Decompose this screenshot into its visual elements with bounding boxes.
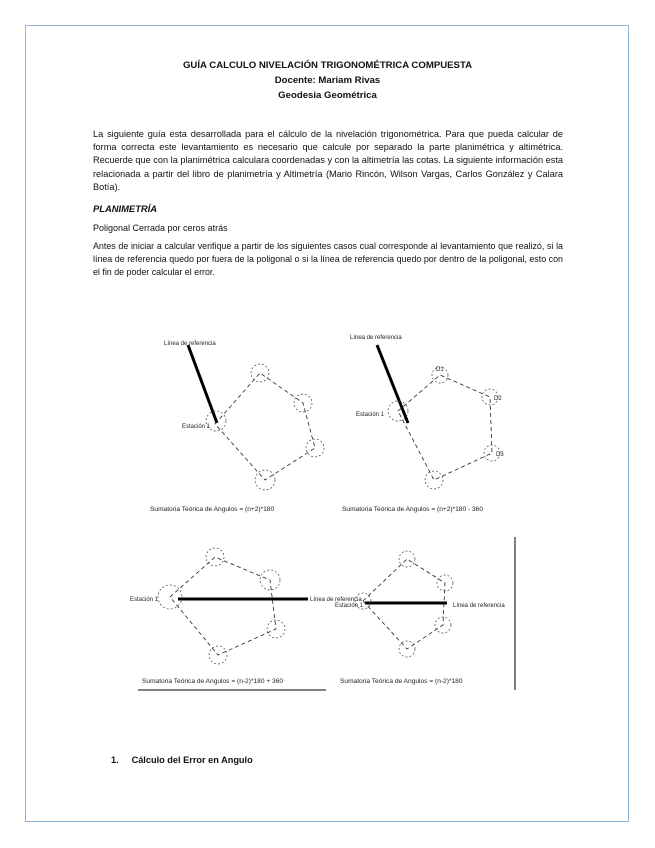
instructions-paragraph: Antes de iniciar a calcular verifique a partir de los siguientes casos cual corresponde al levantamiento que realizó, si la línea de referencia quedo por fuera de la poligonal o si la línea de referencia quedo por dentro de la poligonal, esto con el fin de poder calcular el error. <box>93 241 563 278</box>
numbered-item <box>111 755 253 765</box>
figure-3 <box>130 535 362 695</box>
reference-line <box>188 345 217 423</box>
left-label: Estación 1 <box>335 603 364 609</box>
angle-arc <box>206 548 224 566</box>
item-number: 1. <box>111 755 119 765</box>
vertex-label: D2 <box>494 396 502 402</box>
angle-arc <box>425 471 443 489</box>
left-label: Estación 1 <box>130 597 159 603</box>
polygon <box>170 557 276 655</box>
vertex-label: D1 <box>436 367 444 373</box>
intro-paragraph: La siguiente guía esta desarrollada para el cálculo de la nivelación trigonométrica. Para que pueda calcular de forma correcta este levantamiento es necesario que calcule por separado la parte planimétrica y altimétrica. Recuerde que con la planimétrica calculara coordenadas y con la altimetría las cotas. La siguiente información esta relacionada a partir del libro de planimetría y Altimetría (Mario Rincón, Wilson Vargas, Carlos González y Calara Botía). <box>93 129 563 192</box>
figure-4 <box>335 535 525 695</box>
caption: Sumatoria Teórica de Angulos = (n+2)*180 <box>150 506 275 513</box>
angle-arc <box>251 364 269 382</box>
ref-label: Línea de referencia <box>164 341 216 347</box>
document-title: GUÍA CALCULO NIVELACIÓN TRIGONOMÉTRICA COMPUESTA <box>182 60 473 71</box>
station-label: Estación 1 <box>356 412 385 418</box>
section-heading: PLANIMETRÍA <box>93 203 158 214</box>
item-text: Cálculo del Error en Angulo <box>131 755 253 765</box>
angle-arc <box>306 439 324 457</box>
station-label: Estación 1 <box>182 424 211 430</box>
ref-label: Línea de referencia <box>350 335 402 341</box>
caption: Sumatoria Teórica de Angulos = (n-2)*180 + 360 <box>142 678 284 685</box>
caption: Sumatoria Teórica de Angulos = (n+2)*180 - 360 <box>342 506 484 513</box>
figure-2 <box>342 325 532 515</box>
teacher-line: Docente: Mariam Rivas <box>274 75 381 86</box>
caption: Sumatoria Teórica de Angulos = (n-2)*180 <box>340 678 463 685</box>
vertex-label: D3 <box>496 452 504 458</box>
figure-1 <box>150 325 340 515</box>
title-block <box>0 58 655 103</box>
subheading: Poligonal Cerrada por ceros atrás <box>93 223 228 233</box>
polygon <box>215 373 315 480</box>
polygon <box>398 375 492 480</box>
right-label: Línea de referencia <box>453 603 505 609</box>
right-label: Línea de referencia <box>310 597 362 603</box>
subject-line: Geodesia Geométrica <box>278 90 377 101</box>
